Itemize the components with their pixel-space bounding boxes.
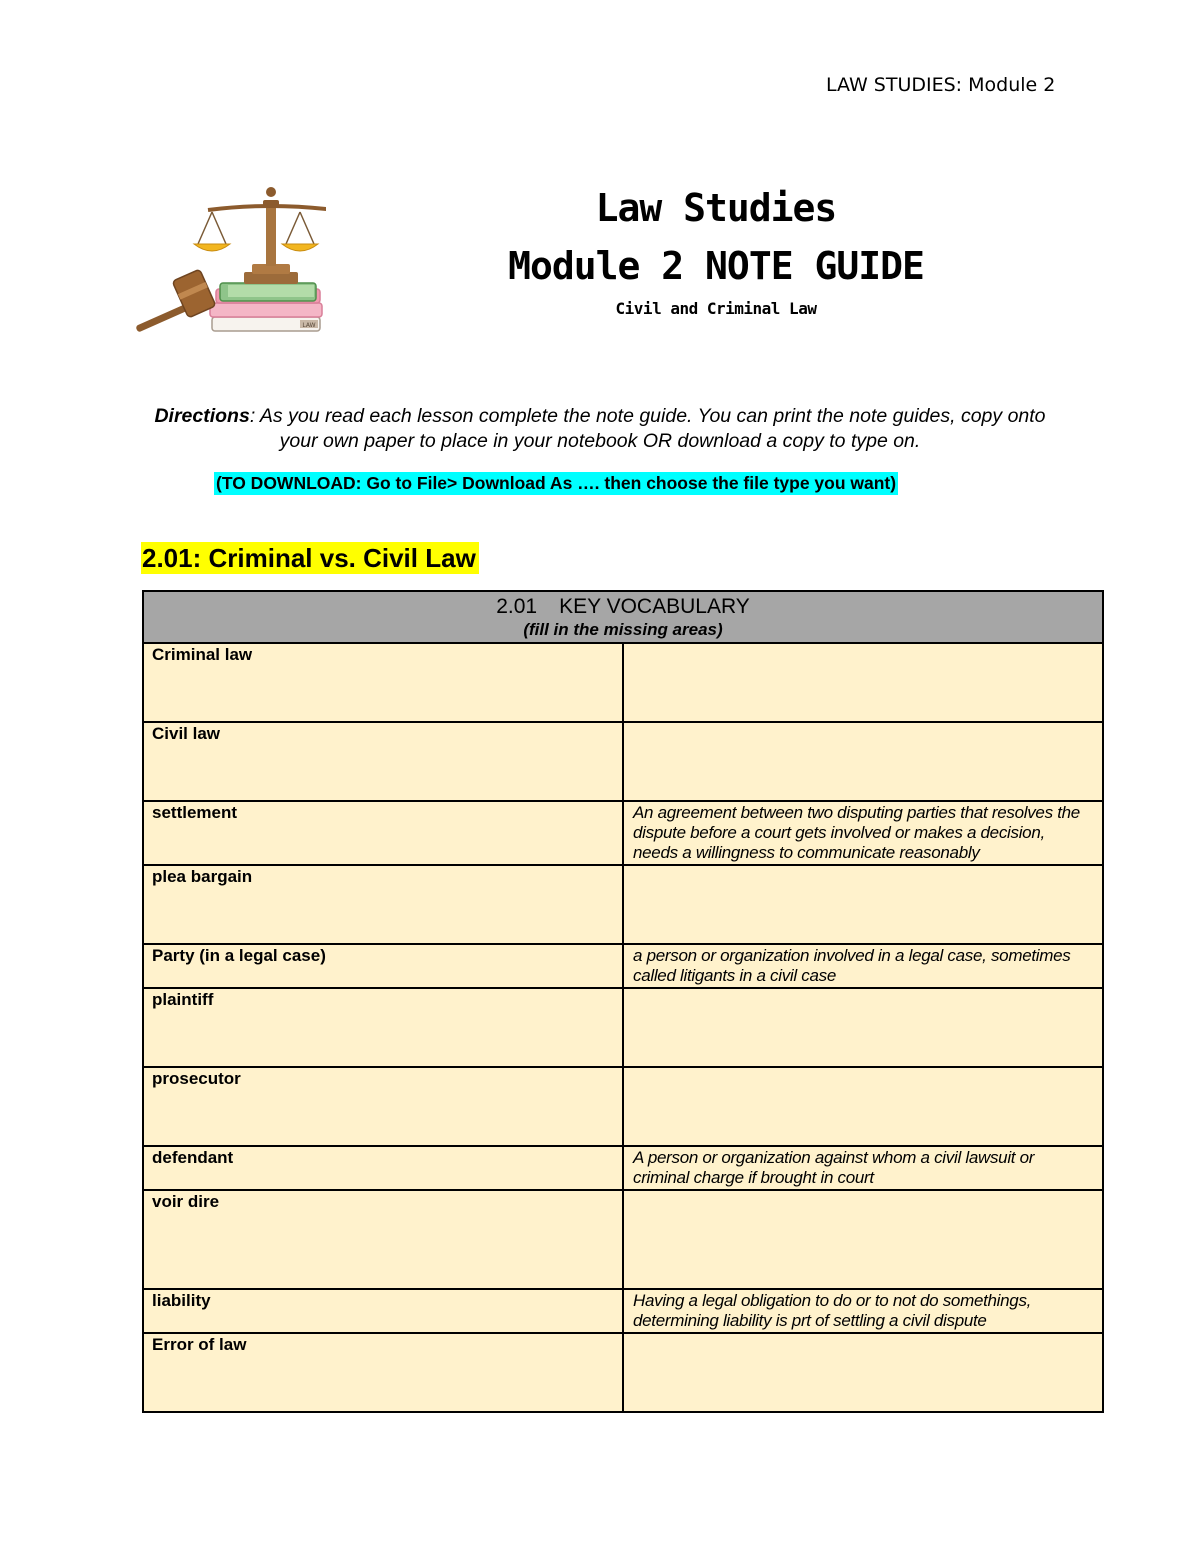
page-subtitle: Module 2 NOTE GUIDE [508, 244, 924, 288]
directions-text: : As you read each lesson complete the note guide. You can print the note guides, copy onto your own paper to place in your notebook OR download a copy to type on. [249, 405, 1046, 452]
table-row [143, 1067, 1103, 1146]
vocab-definition[interactable] [623, 865, 1103, 944]
vocab-term: Civil law [143, 722, 623, 801]
vocab-definition[interactable]: a person or organization involved in a legal case, sometimes called litigants in a civil case [623, 944, 1103, 988]
table-title-text: KEY VOCABULARY [559, 595, 750, 618]
vocab-term: Criminal law [143, 643, 623, 722]
vocab-term: Party (in a legal case) [143, 944, 623, 988]
vocab-definition[interactable] [623, 722, 1103, 801]
download-note: (TO DOWNLOAD: Go to File> Download As …. then choose the file type you want) [216, 473, 897, 493]
table-row [143, 1333, 1103, 1412]
vocab-term: Error of law [143, 1333, 623, 1412]
vocab-term: defendant [143, 1146, 623, 1190]
vocab-definition[interactable] [623, 1190, 1103, 1289]
directions-lead: Directions [154, 405, 250, 427]
table-row [143, 944, 1103, 988]
vocab-term: plaintiff [143, 988, 623, 1067]
table-row [143, 865, 1103, 944]
table-row [143, 801, 1103, 865]
table-row [143, 1190, 1103, 1289]
vocab-table [142, 590, 1104, 1413]
vocab-term: plea bargain [143, 865, 623, 944]
book-label: LAW [302, 322, 316, 329]
page-title: Law Studies [595, 186, 837, 230]
page-topic: Civil and Criminal Law [615, 299, 817, 318]
directions [140, 404, 1060, 454]
vocab-definition[interactable]: Having a legal obligation to do or to not do somethings, determining liability is prt of settling a civil dispute [623, 1289, 1103, 1333]
table-header-row [143, 591, 1103, 643]
vocab-term: settlement [143, 801, 623, 865]
running-header: LAW STUDIES: Module 2 [826, 74, 1056, 96]
title-block [430, 184, 1002, 320]
table-instruction: (fill in the missing areas) [523, 620, 723, 639]
section-heading: 2.01: Criminal vs. Civil Law [141, 542, 479, 574]
vocab-term: voir dire [143, 1190, 623, 1289]
vocab-definition[interactable] [623, 643, 1103, 722]
vocab-definition[interactable] [623, 1333, 1103, 1412]
vocab-definition[interactable]: A person or organization against whom a civil lawsuit or criminal charge if brought in court [623, 1146, 1103, 1190]
vocab-definition[interactable] [623, 1067, 1103, 1146]
vocab-definition[interactable] [623, 988, 1103, 1067]
table-row [143, 643, 1103, 722]
table-row [143, 1146, 1103, 1190]
table-number: 2.01 [496, 595, 538, 618]
scales-of-justice-gavel-books-icon [124, 186, 326, 338]
table-row [143, 722, 1103, 801]
table-title [144, 592, 1102, 621]
vocab-term: liability [143, 1289, 623, 1333]
vocab-term: prosecutor [143, 1067, 623, 1146]
vocab-definition[interactable]: An agreement between two disputing parties that resolves the dispute before a court gets involved or makes a decision, needs a willingness to communicate reasonably [623, 801, 1103, 865]
table-row [143, 1289, 1103, 1333]
table-header-cell [143, 591, 1103, 643]
table-row [143, 988, 1103, 1067]
